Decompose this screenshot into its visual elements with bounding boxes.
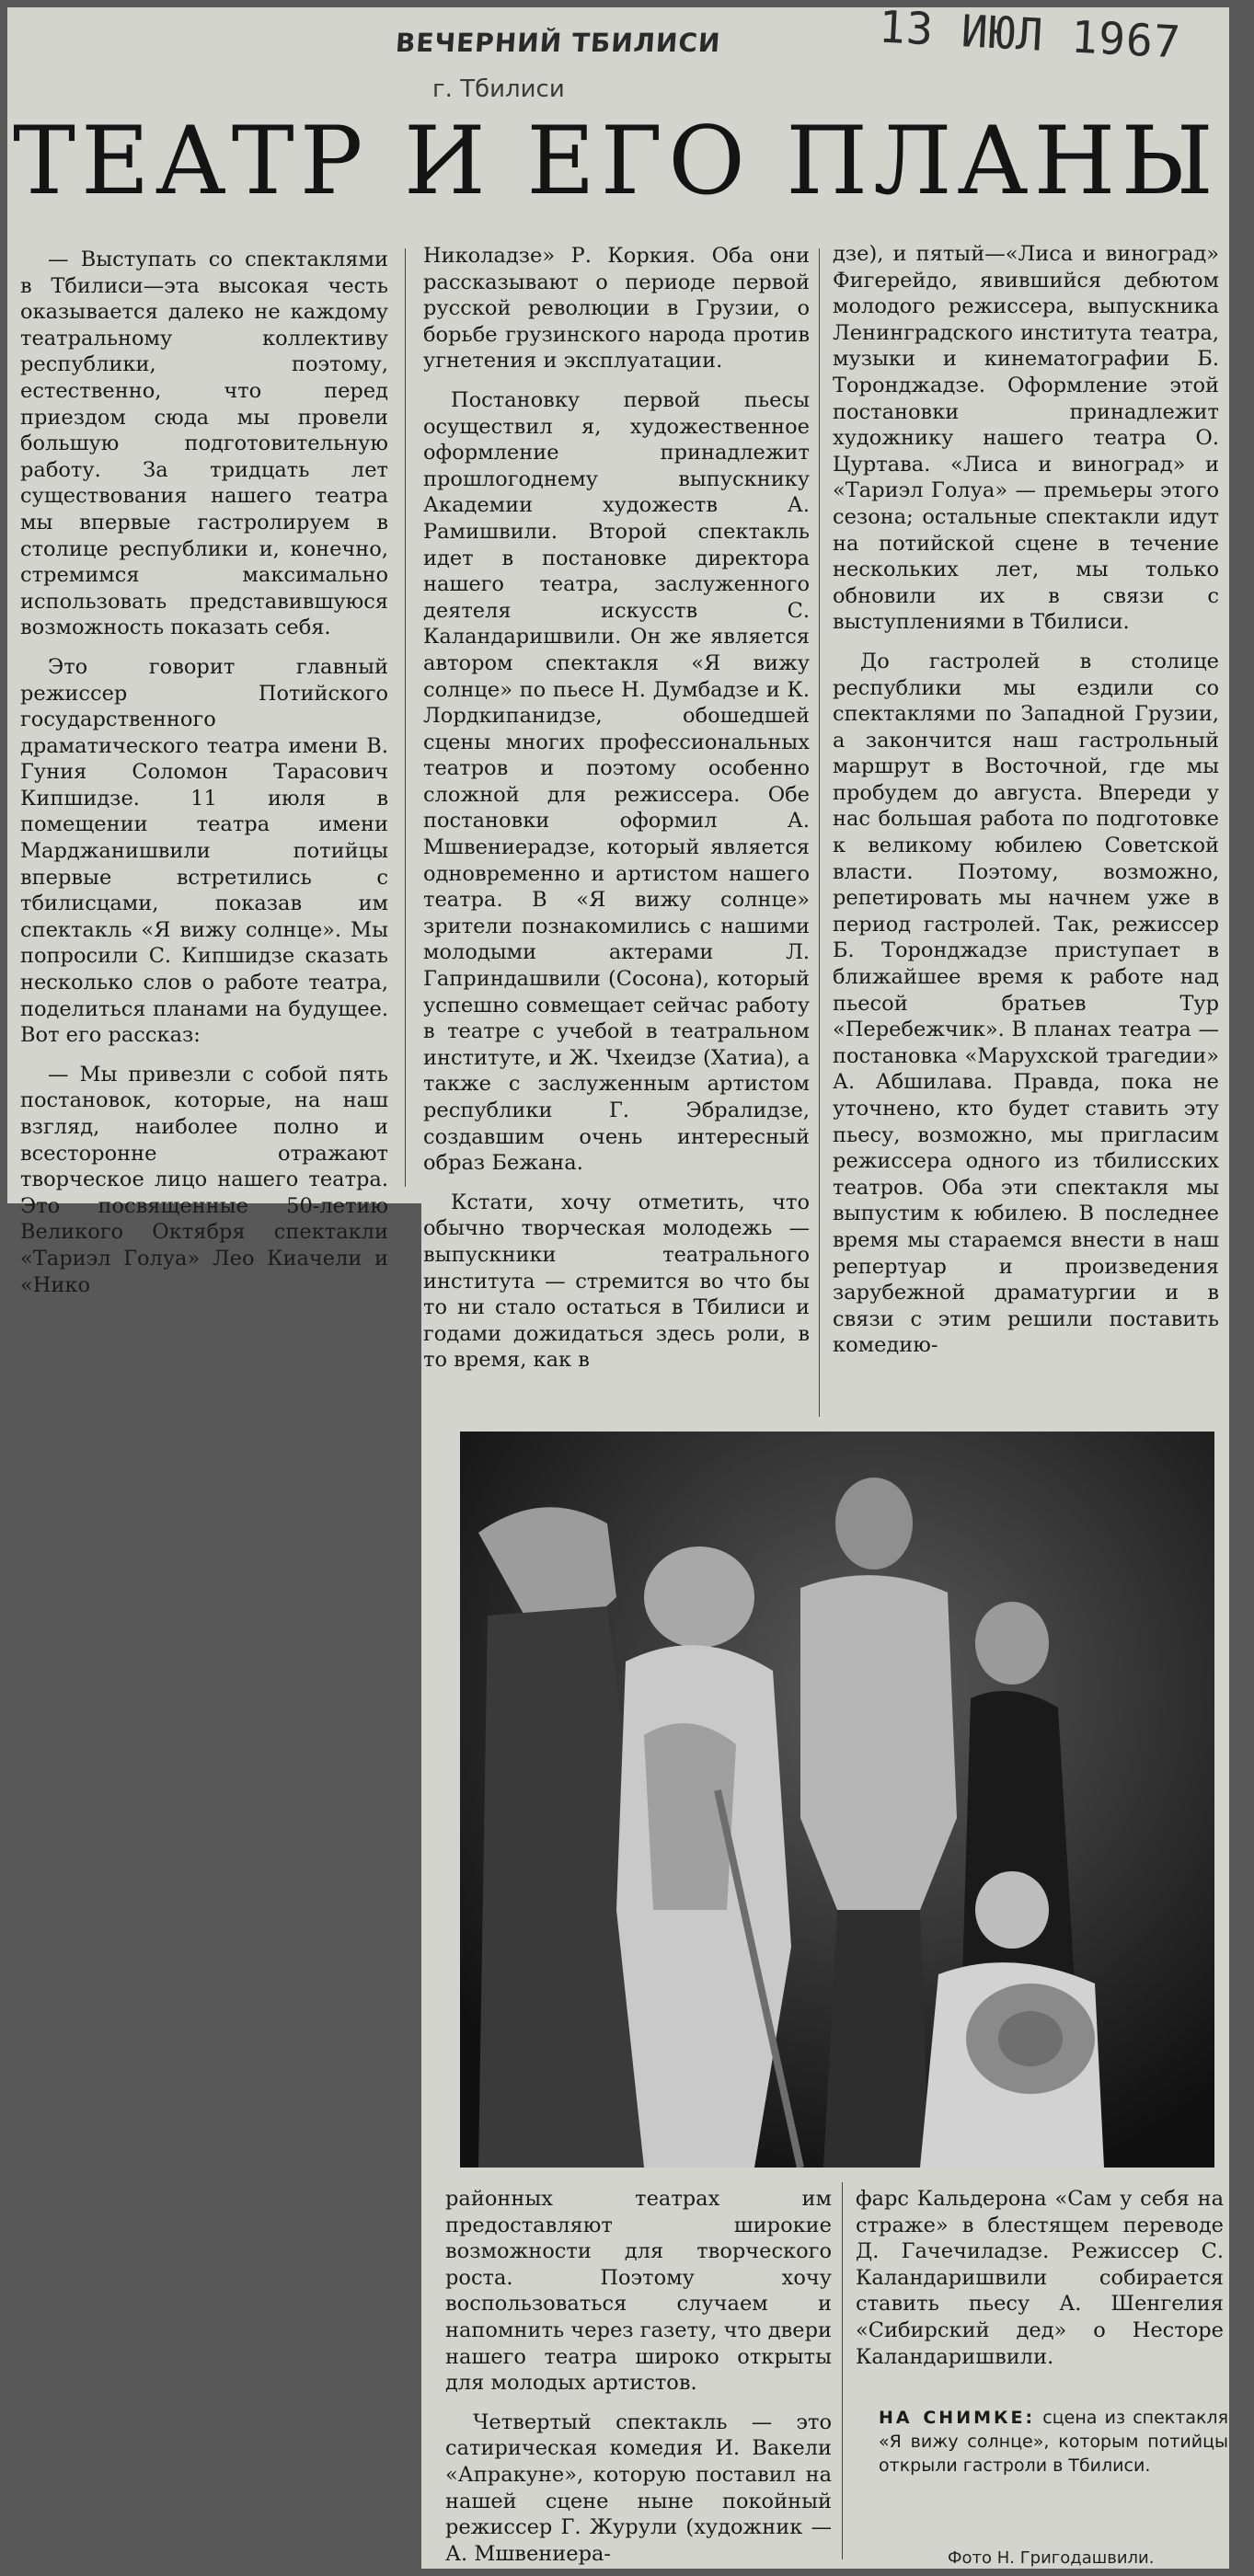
city-stamp: г. Тбилиси [432, 75, 565, 103]
paragraph: — Выступать со спектаклями в Тбилиси—эта высокая честь оказывается далеко не каждому театральному коллективу республики, поэтому, естественно, что перед приездом сюда мы провели большую подготовительную работу. За тридцать лет существования нашего театра мы впервые гастролируем в столице республики и, конечно, стремимся максимально использовать представившуюся возможность показать себя. [20, 247, 388, 640]
caption-text: сцена из спектакля «Я вижу солнце», которым потийцы открыли гастроли в Тбилиси. [879, 2408, 1229, 2476]
paragraph: Постановку первой пьесы осуществил я, художественное оформление принадлежит прошлогоднему выпускнику Академии художеств А. Рамишвили. Второй спектакль идет в постановке директора нашего театра, заслуженного деятеля искусств С. Каландаришвили. Он же является автором спектакля «Я вижу солнце» по пьесе Н. Думбадзе и К. Лордкипанидзе, обошедшей сцены многих профессиональных театров и поэтому особенно сложной для режиссера. Обе постановки оформил А. Мшвениерадзе, который является одновременно и артистом нашего театра. В «Я вижу солнце» зрители познакомились с нашими молодыми актерами Л. Гаприндашвили (Сосона), который успешно совмещает сейчас работу в театре с учебой в театральном институте, и Ж. Чхеидзе (Хатиа), а также с заслуженным артистом республики Г. Эбралидзе, создавшим очень интересный образ Бежана. [423, 387, 810, 1176]
stage-photo-scene [460, 1432, 1214, 2168]
column-divider [819, 248, 820, 1417]
paragraph: Николадзе» Р. Коркия. Оба они рассказывают о периоде первой русской революции в Грузии, о борьбе грузинского народа против угнетения и эксплуатации. [423, 244, 810, 374]
photo-caption [879, 2406, 1228, 2478]
photo-credit: Фото Н. Григодашвили. [948, 2548, 1155, 2568]
paragraph: Четвертый спектакль — это сатирическая комедия И. Вакели «Апракуне», которую поставил на нашей сцене ныне покойный режиссер Г. Журули (художник — А. Мшвениера- [445, 2409, 832, 2566]
paragraph: — Мы привезли с собой пять постановок, которые, на наш взгляд, наиболее полно и всесторонне отражают творческое лицо нашего театра. Это посвященные 50-летию Великого Октября спектакли «Тариэл Голуа» Лео Киачели и «Нико [20, 1062, 388, 1297]
article-column-2 [423, 243, 810, 1374]
stage-photo [460, 1432, 1214, 2168]
newspaper-stamp: ВЕЧЕРНИЙ ТБИЛИСИ [394, 28, 722, 58]
paragraph: дзе), и пятый—«Лиса и виноград» Фигерейдо, явившийся дебютом молодого режиссера, выпускника Ленинградского института театра, музыки и кинематографии Б. Торонджадзе. Оформление этой постановки принадлежит художнику нашего театра О. Цуртава. «Лиса и виноград» и «Тариэл Голуа» — премьеры этого сезона; остальные спектакли идут на потийской сцене в течение нескольких лет, мы только обновили их в связи с выступлениями в Тбилиси. [833, 242, 1219, 635]
article-column-1 [20, 247, 388, 1298]
headline: ТЕАТР И ЕГО ПЛАНЫ [13, 107, 1219, 216]
article-column-5 [856, 2186, 1224, 2370]
paragraph: Это говорит главный режиссер Потийского государственного драматического театра имени В. Гуния Соломон Тарасович Кипшидзе. 11 июля в помещении театра имени Марджанишвили потийцы впервые встретились с тбилисцами, показав им спектакль «Я вижу солнце». Мы попросили С. Кипшидзе сказать несколько слов о работе театра, поделиться планами на будущее. Вот его рассказ: [20, 654, 388, 1048]
paragraph: фарс Кальдерона «Сам у себя на страже» в блестящем переводе Д. Гачечиладзе. Режиссер С. Каландаришвили собирается ставить пьесу А. Шенгелия «Сибирский дед» о Несторе Каландаришвили. [856, 2187, 1224, 2369]
caption-lead: НА СНИМКЕ: [879, 2408, 1036, 2428]
article-column-4 [445, 2186, 832, 2567]
paragraph: районных театрах им предоставляют широкие возможности для творческого роста. Поэтому хочу воспользоваться случаем и напомнить через газету, что двери нашего театра широко открыты для молодых артистов. [445, 2187, 832, 2396]
paragraph: Кстати, хочу отметить, что обычно творческая молодежь — выпускники театрального института — стремится во что бы то ни стало остаться в Тбилиси и годами дожидаться здесь роли, в то время, как в [423, 1190, 810, 1373]
date-stamp: 13 ИЮЛ 1967 [877, 1, 1183, 69]
article-column-3 [833, 241, 1219, 1359]
column-divider [405, 248, 406, 1187]
paragraph: До гастролей в столице республики мы ездили со спектаклями по Западной Грузии, а закончится наш гастрольный маршрут в Восточной, где мы пробудем до августа. Впереди у нас большая работа по подготовке к великому юбилею Советской власти. Поэтому, возможно, репетировать мы начнем уже в период гастролей. Так, режиссер Б. Торонджадзе приступает в ближайшее время к работе над пьесой братьев Тур «Перебежчик». В планах театра — постановка «Марухской трагедии» А. Абшилава. Правда, пока не уточнено, кто будет ставить эту пьесу, возможно, мы пригласим режиссера одного из тбилисских театров. Оба эти спектакля мы выпустим к юбилею. В последнее время мы стараемся внести в наш репертуар и произведения зарубежной драматургии и в связи с этим решили поставить комедию- [833, 649, 1219, 1358]
column-divider [842, 2182, 843, 2559]
